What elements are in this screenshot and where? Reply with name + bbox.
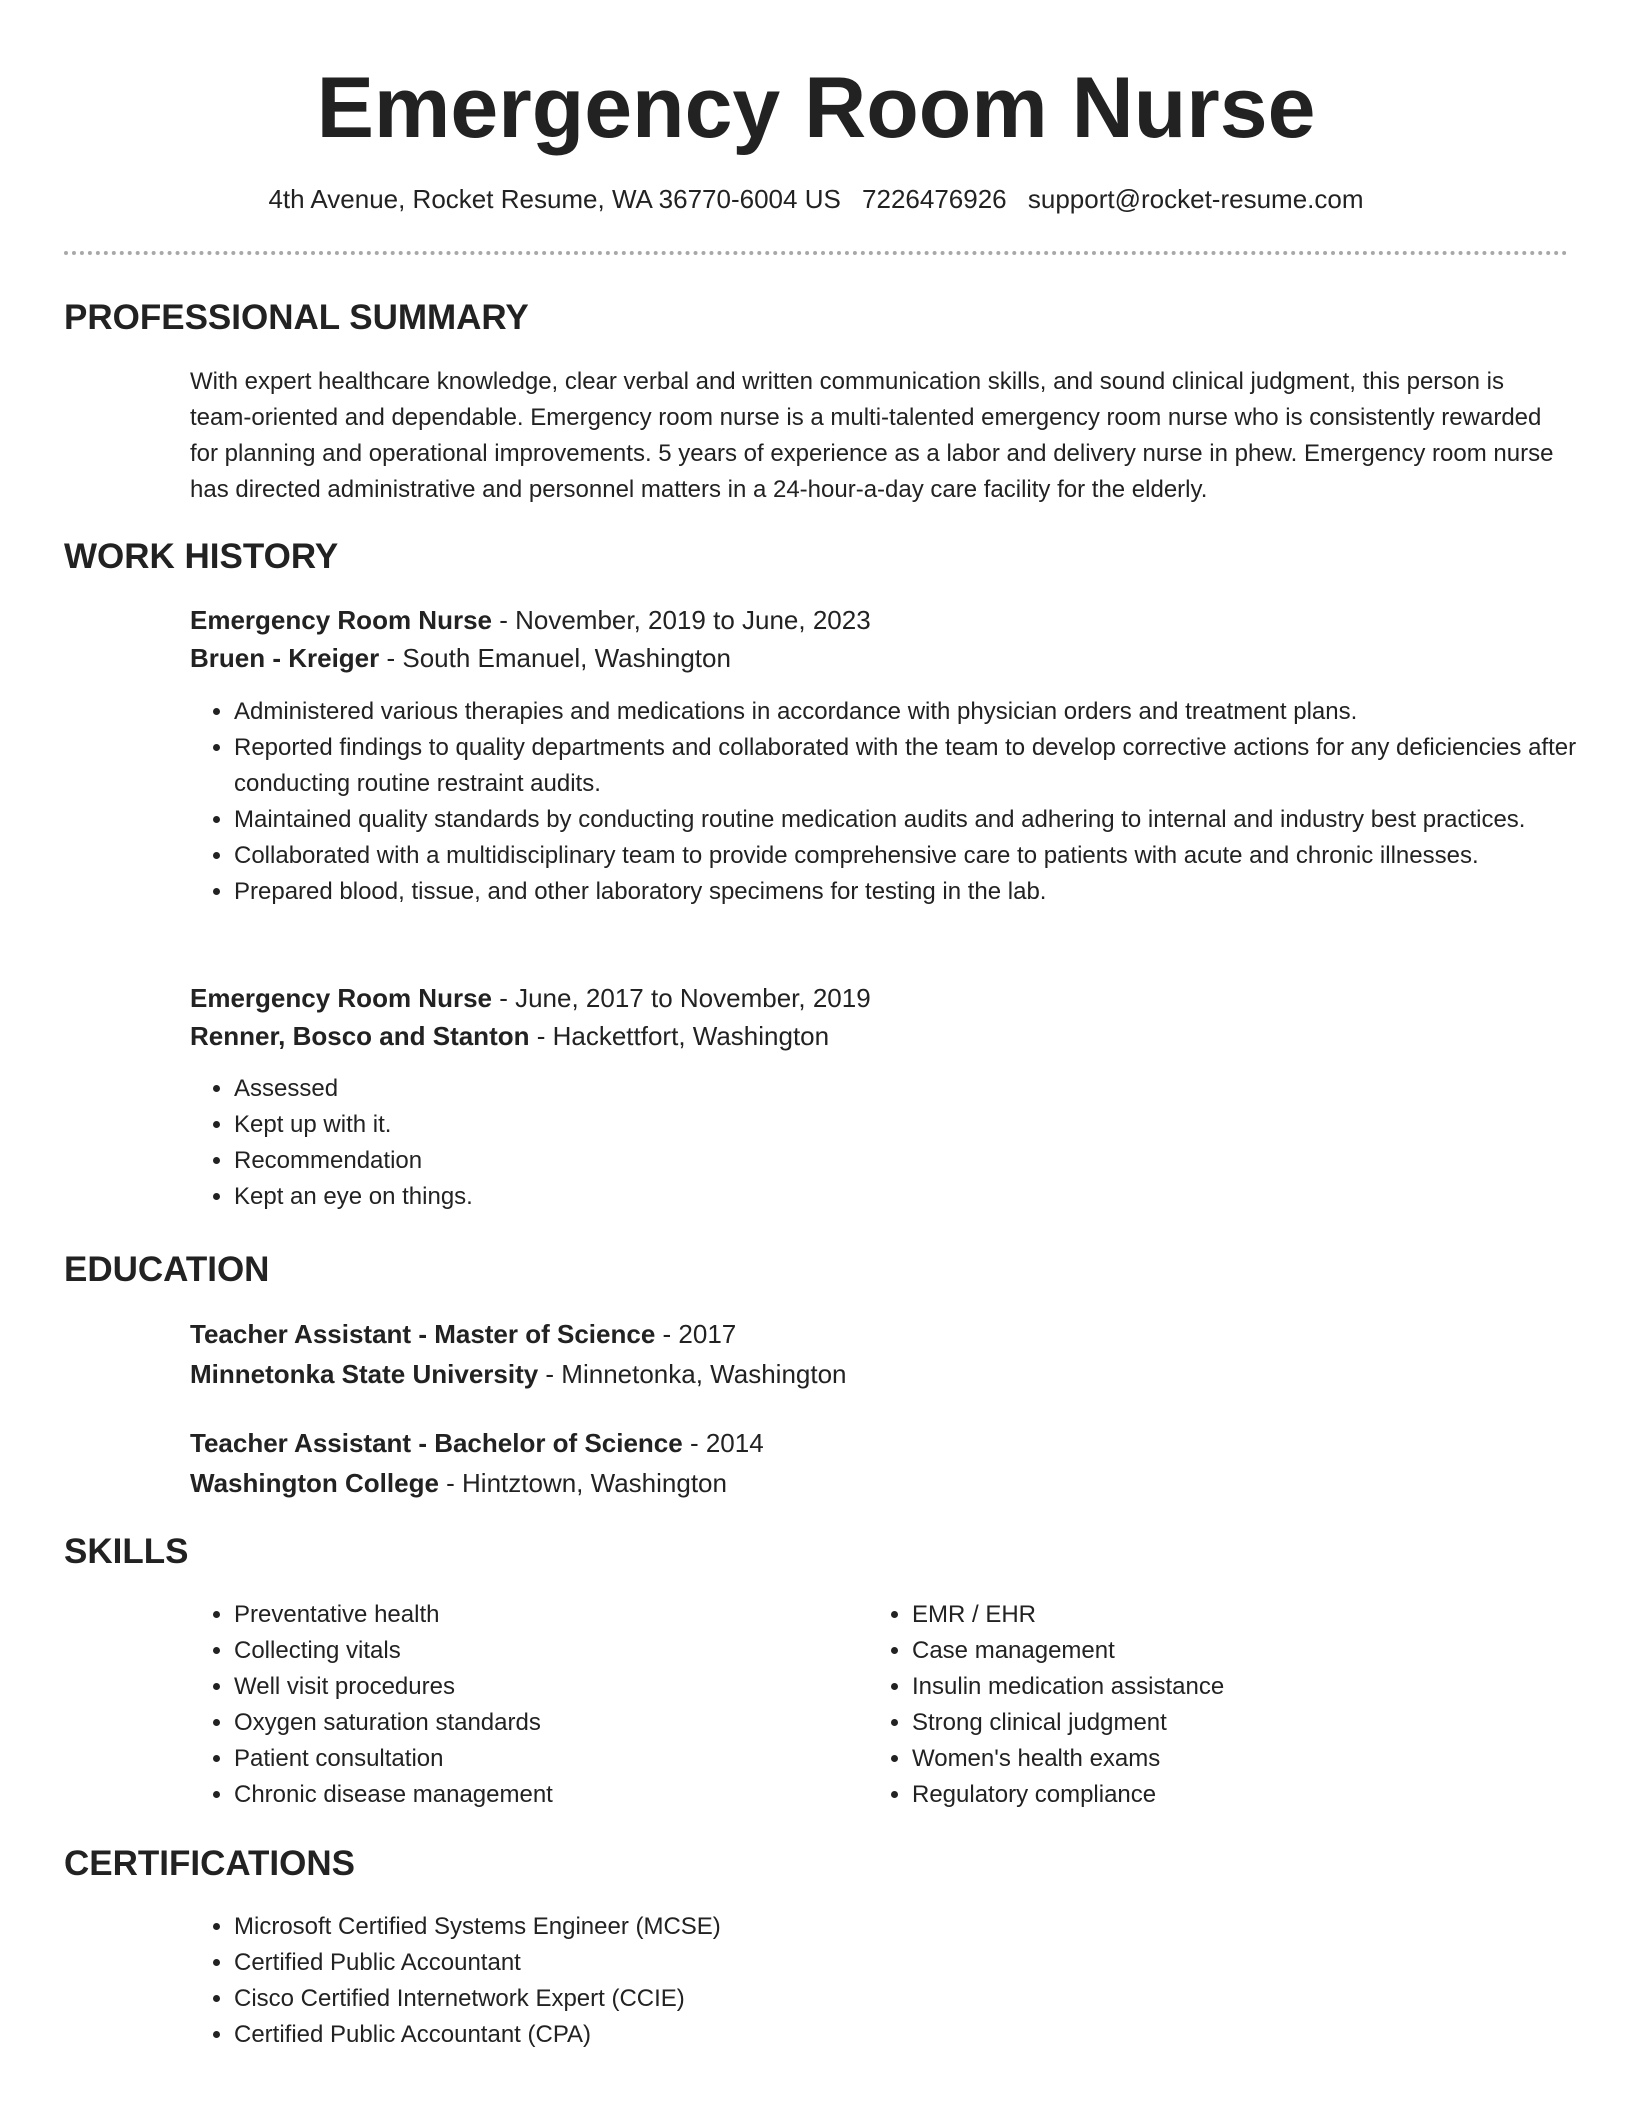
skill-item: • Insulin medication assistance <box>912 1669 1532 1705</box>
job-title-line <box>190 602 871 638</box>
job-dates: - November, 2019 to June, 2023 <box>491 605 871 635</box>
skill-item: • Women's health exams <box>912 1741 1532 1777</box>
section-title-skills: SKILLS <box>64 1532 189 1571</box>
section-title-certifications: CERTIFICATIONS <box>64 1844 356 1883</box>
skill-item: • Strong clinical judgment <box>912 1705 1532 1741</box>
skill-item: • Regulatory compliance <box>912 1777 1532 1813</box>
section-title-summary: PROFESSIONAL SUMMARY <box>64 298 529 337</box>
job-bullet: • Maintained quality standards by conducting routine medication audits and adhering to internal and industry best practices. <box>234 802 1584 838</box>
job-bullet: • Administered various therapies and medications in accordance with physician orders and treatment plans. <box>234 694 1584 730</box>
certification-item: • Certified Public Accountant <box>234 1945 1434 1981</box>
skills-list-right <box>868 1597 1532 1813</box>
education-degree-line <box>190 1425 764 1461</box>
candidate-name: Emergency Room Nurse <box>316 60 1316 156</box>
job-bullet: • Prepared blood, tissue, and other laboratory specimens for testing in the lab. <box>234 874 1584 910</box>
job-bullets <box>190 1071 1584 1215</box>
skills-list-left <box>190 1597 854 1813</box>
job-bullet: • Kept an eye on things. <box>234 1179 1584 1215</box>
skill-item: • Chronic disease management <box>234 1777 854 1813</box>
job-company: Bruen - Kreiger <box>190 643 380 673</box>
job-bullets <box>190 694 1584 910</box>
job-bullet: • Reported findings to quality departments and collaborated with the team to develop corrective actions for any deficiencies after conducting routine restraint audits. <box>234 730 1584 802</box>
job-location: - Hackettfort, Washington <box>529 1021 830 1051</box>
job-title: Emergency Room Nurse <box>190 983 492 1013</box>
contact-email: support@rocket-resume.com <box>1027 184 1364 214</box>
job-company: Renner, Bosco and Stanton <box>190 1021 530 1051</box>
skill-item: • Preventative health <box>234 1597 854 1633</box>
education-degree: Teacher Assistant - Master of Science <box>190 1319 656 1349</box>
education-degree-line <box>190 1316 736 1352</box>
education-school: Washington College <box>190 1468 439 1498</box>
education-school-line <box>190 1465 727 1501</box>
education-location: - Minnetonka, Washington <box>538 1359 847 1389</box>
skill-item: • Oxygen saturation standards <box>234 1705 854 1741</box>
education-location: - Hintztown, Washington <box>438 1468 727 1498</box>
certification-item: • Certified Public Accountant (CPA) <box>234 2017 1434 2053</box>
job-company-line <box>190 1018 829 1054</box>
certification-item: • Cisco Certified Internetwork Expert (CCIE) <box>234 1981 1434 2017</box>
contact-phone: 7226476926 <box>862 184 1007 214</box>
header-divider <box>64 251 1568 255</box>
job-title-line <box>190 980 871 1016</box>
job-title: Emergency Room Nurse <box>190 605 492 635</box>
contact-line <box>0 182 1632 216</box>
section-title-education: EDUCATION <box>64 1250 270 1289</box>
skill-item: • Well visit procedures <box>234 1669 854 1705</box>
education-degree: Teacher Assistant - Bachelor of Science <box>190 1428 683 1458</box>
section-title-work-history: WORK HISTORY <box>64 537 339 576</box>
job-bullet: • Recommendation <box>234 1143 1584 1179</box>
job-dates: - June, 2017 to November, 2019 <box>491 983 871 1013</box>
education-school: Minnetonka State University <box>190 1359 539 1389</box>
education-year: - 2017 <box>655 1319 737 1349</box>
certifications-list <box>190 1909 1434 2053</box>
certification-item: • Microsoft Certified Systems Engineer (MCSE) <box>234 1909 1434 1945</box>
education-school-line <box>190 1356 847 1392</box>
job-bullet: • Collaborated with a multidisciplinary team to provide comprehensive care to patients with acute and chronic illnesses. <box>234 838 1584 874</box>
contact-address: 4th Avenue, Rocket Resume, WA 36770-6004 US <box>268 184 841 214</box>
skill-item: • Patient consultation <box>234 1741 854 1777</box>
skill-item: • Collecting vitals <box>234 1633 854 1669</box>
job-location: - South Emanuel, Washington <box>379 643 731 673</box>
skill-item: • EMR / EHR <box>912 1597 1532 1633</box>
summary-text: With expert healthcare knowledge, clear verbal and written communication skills, and sound clinical judgment, this person is team-oriented and dependable. Emergency room nurse is a multi-talented emergency room nurse who is consistently rewarded for planning and operational improvements. 5 years of experience as a labor and delivery nurse in phew. Emergency room nurse has directed administrative and personnel matters in a 24-hour-a-day care facility for the elderly. <box>190 368 1554 503</box>
education-year: - 2014 <box>682 1428 764 1458</box>
job-bullet: • Kept up with it. <box>234 1107 1584 1143</box>
job-company-line <box>190 640 731 676</box>
skill-item: • Case management <box>912 1633 1532 1669</box>
job-bullet: • Assessed <box>234 1071 1584 1107</box>
resume-header <box>0 0 1632 216</box>
